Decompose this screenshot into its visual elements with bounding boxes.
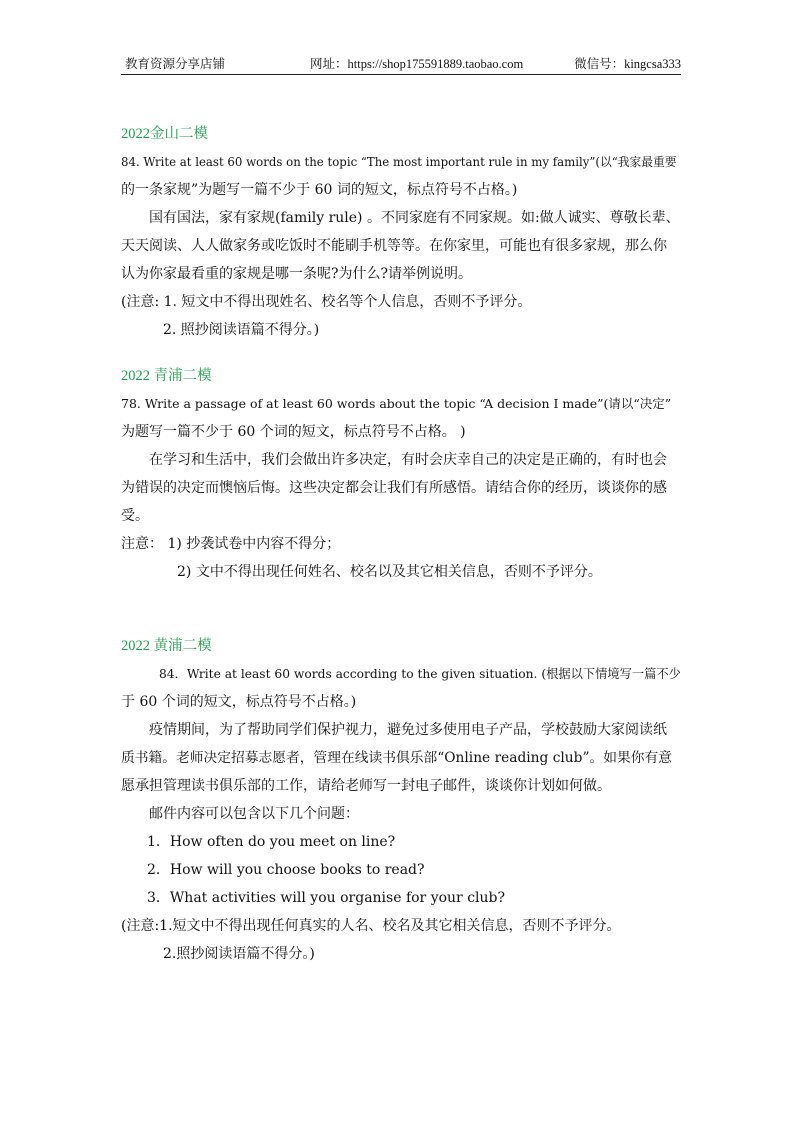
note-line: 2. 照抄阅读语篇不得分。) — [163, 322, 320, 338]
prompt-line: 疫情期间，为了帮助同学们保护视力，避免过多使用电子产品，学校鼓励大家阅读纸 — [149, 722, 667, 738]
prompt-line: 84. Write at least 60 words on the topic “The most important rule in my family”(以“我家最重要 — [121, 155, 677, 169]
note-line: 2) 文中不得出现任何姓名、校名以及其它相关信息，否则不予评分。 — [177, 564, 602, 580]
note-line: (注意: 1. 短文中不得出现姓名、校名等个人信息，否则不予评分。 — [121, 294, 532, 310]
prompt-line: 于 60 个词的短文，标点符号不占格。) — [121, 694, 357, 710]
prompt-line: 质书籍。老师决定招募志愿者，管理在线读书俱乐部“Online reading club”。如果你有意 — [121, 750, 672, 766]
section-title: 2022 青浦二模 — [121, 368, 212, 384]
section-jinshan — [121, 120, 681, 344]
question-item: 2．How will you choose books to read? — [147, 862, 425, 878]
page-header — [121, 56, 681, 75]
note-line: 2.照抄阅读语篇不得分。) — [163, 946, 315, 962]
note-line: 注意： 1) 抄袭试卷中内容不得分； — [121, 536, 341, 552]
prompt-line: 天天阅读、人人做家务或吃饭时不能刷手机等等。在你家里，可能也有很多家规，那么你 — [121, 238, 667, 254]
prompt-line: 受。 — [121, 508, 149, 524]
document-body — [121, 120, 681, 968]
prompt-line: 邮件内容可以包含以下几个问题： — [149, 806, 359, 822]
prompt-line: 愿承担管理读书俱乐部的工作，请给老师写一封电子邮件，谈谈你计划如何做。 — [121, 778, 611, 794]
section-title: 2022 黄浦二模 — [121, 638, 212, 654]
note-line: (注意:1.短文中不得出现任何真实的人名、校名及其它相关信息，否则不予评分。 — [121, 918, 621, 934]
section-qingpu — [121, 362, 681, 586]
prompt-line: 为题写一篇不少于 60 个词的短文，标点符号不占格。 ) — [121, 424, 466, 440]
prompt-line: 84．Write at least 60 words according to the given situation. (根据以下情境写一篇不少 — [159, 667, 681, 681]
question-item: 1．How often do you meet on line? — [147, 834, 396, 850]
header-url: 网址：https://shop175591889.taobao.com — [310, 57, 524, 71]
prompt-line: 认为你家最看重的家规是哪一条呢?为什么?请举例说明。 — [121, 266, 473, 282]
section-huangpu — [121, 632, 681, 968]
prompt-line: 在学习和生活中，我们会做出许多决定，有时会庆幸自己的决定是正确的，有时也会 — [149, 452, 667, 468]
prompt-line: 为错误的决定而懊恼后悔。这些决定都会让我们有所感悟。请结合你的经历，谈谈你的感 — [121, 480, 667, 496]
prompt-line: 78. Write a passage of at least 60 words about the topic “A decision I made”(请以“决定” — [121, 396, 672, 411]
prompt-line: 的一条家规”为题写一篇不少于 60 词的短文，标点符号不占格。) — [121, 182, 518, 198]
header-shop-name: 教育资源分享店铺 — [125, 56, 226, 71]
prompt-line: 国有国法，家有家规(family rule) 。不同家庭有不同家规。如:做人诚实、尊敬长辈、 — [149, 210, 680, 226]
question-item: 3．What activities will you organise for your club? — [147, 890, 506, 906]
section-title: 2022金山二模 — [121, 126, 208, 142]
header-wechat: 微信号：kingcsa333 — [574, 57, 681, 71]
